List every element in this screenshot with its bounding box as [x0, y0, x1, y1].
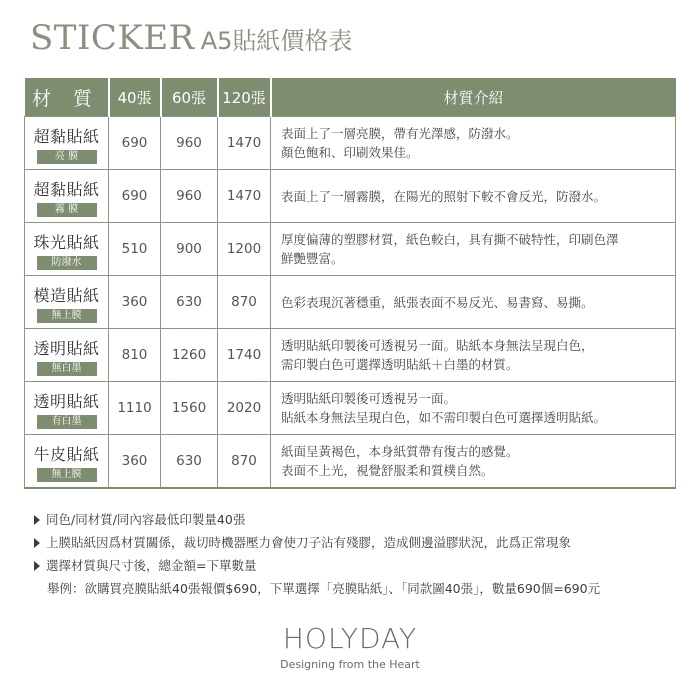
- material-badge: 無白墨: [37, 362, 97, 376]
- material-badge: 有白墨: [37, 415, 97, 429]
- triangle-bullet-icon: [34, 561, 40, 571]
- price-60: 630: [161, 435, 218, 489]
- table-row: [25, 223, 676, 276]
- price-40: 1110: [109, 382, 161, 435]
- description-line-1: 厚度偏薄的塑膠材質，紙色較白，具有撕不破特性，印刷色澤: [281, 232, 619, 247]
- table-row: [25, 117, 676, 170]
- price-120: 1470: [218, 170, 271, 223]
- material-name: 透明貼紙: [33, 339, 100, 358]
- header-description: 材質介紹: [271, 78, 676, 117]
- note-item: [34, 508, 674, 531]
- table-row: [25, 170, 676, 223]
- material-cell: [25, 382, 109, 435]
- price-40: 360: [109, 276, 161, 329]
- description-line-1: 透明貼紙印製後可透視另一面。: [281, 391, 457, 406]
- brand-logo: [0, 624, 700, 671]
- table-row: [25, 435, 676, 489]
- description-line-2: 顏色飽和、印刷效果佳。: [281, 145, 419, 160]
- note-item: [34, 531, 674, 554]
- material-name: 珠光貼紙: [33, 233, 100, 252]
- price-120: 2020: [218, 382, 271, 435]
- header-120: 120張: [218, 78, 271, 117]
- material-cell: [25, 117, 109, 170]
- example-text: 舉例：欲購買亮膜貼紙40張報價$690，下單選擇「亮膜貼紙」、「同款圖40張」，數量690個=690元: [47, 581, 601, 596]
- material-description: [271, 276, 676, 329]
- price-60: 960: [161, 170, 218, 223]
- price-40: 360: [109, 435, 161, 489]
- material-name: 透明貼紙: [33, 392, 100, 411]
- triangle-bullet-icon: [34, 515, 40, 525]
- brand-tagline: Designing from the Heart: [280, 658, 420, 671]
- price-40: 690: [109, 117, 161, 170]
- description-line-2: 鮮艷豐富。: [281, 251, 344, 266]
- description-line-1: 表面上了一層亮膜，帶有光澤感，防潑水。: [281, 126, 519, 141]
- price-120: 1200: [218, 223, 271, 276]
- note-text: 上膜貼紙因爲材質關係，裁切時機器壓力會使刀子沾有殘膠，造成側邊溢膠狀況，此爲正常現象: [46, 535, 572, 550]
- note-item: [34, 554, 674, 577]
- description-line-2: 表面不上光，視覺舒服柔和質樸自然。: [281, 463, 494, 478]
- table-row: [25, 382, 676, 435]
- header-40: 40張: [109, 78, 161, 117]
- price-40: 810: [109, 329, 161, 382]
- header-row: [25, 78, 676, 117]
- material-cell: [25, 329, 109, 382]
- price-40: 690: [109, 170, 161, 223]
- material-cell: [25, 223, 109, 276]
- material-description: [271, 382, 676, 435]
- material-name: 超黏貼紙: [33, 180, 100, 199]
- title-english: STICKER: [30, 18, 195, 58]
- material-badge: 霧 膜: [37, 203, 97, 217]
- description-line-1: 紙面呈黃褐色，本身紙質帶有復古的感覺。: [281, 444, 519, 459]
- price-60: 1260: [161, 329, 218, 382]
- price-120: 870: [218, 435, 271, 489]
- material-badge: 無上膜: [37, 468, 97, 482]
- header-60: 60張: [161, 78, 218, 117]
- material-name: 超黏貼紙: [33, 127, 100, 146]
- price-120: 1740: [218, 329, 271, 382]
- table-row: [25, 329, 676, 382]
- material-name: 模造貼紙: [33, 286, 100, 305]
- description-line-1: 透明貼紙印製後可透視另一面。貼紙本身無法呈現白色，: [281, 338, 594, 353]
- title-chinese: A5貼紙價格表: [200, 27, 353, 55]
- material-description: [271, 170, 676, 223]
- price-60: 1560: [161, 382, 218, 435]
- notes-section: [34, 508, 674, 600]
- material-name: 牛皮貼紙: [33, 445, 100, 464]
- material-badge: 亮 膜: [37, 150, 97, 164]
- table-row: [25, 276, 676, 329]
- material-cell: [25, 435, 109, 489]
- header-material: 材 質: [25, 78, 109, 117]
- description-line-2: 需印製白色可選擇透明貼紙＋白墨的材質。: [281, 357, 519, 372]
- price-60: 960: [161, 117, 218, 170]
- material-cell: [25, 170, 109, 223]
- note-text: 選擇材質與尺寸後，總金額=下單數量: [46, 558, 257, 573]
- price-120: 870: [218, 276, 271, 329]
- note-text: 同色/同材質/同內容最低印製量40張: [46, 512, 246, 527]
- description-line-1: 色彩表現沉著穩重，紙張表面不易反光、易書寫、易撕。: [281, 294, 594, 310]
- price-40: 510: [109, 223, 161, 276]
- brand-name: HOLYDAY: [282, 622, 418, 655]
- price-60: 900: [161, 223, 218, 276]
- material-badge: 防潑水: [37, 256, 97, 270]
- example-note: [34, 577, 674, 600]
- material-cell: [25, 276, 109, 329]
- material-description: [271, 329, 676, 382]
- material-badge: 無上膜: [37, 309, 97, 323]
- price-table: [24, 78, 676, 489]
- price-60: 630: [161, 276, 218, 329]
- material-description: [271, 435, 676, 489]
- price-120: 1470: [218, 117, 271, 170]
- triangle-bullet-icon: [34, 538, 40, 548]
- description-line-1: 表面上了一層霧膜，在陽光的照射下較不會反光，防潑水。: [281, 188, 607, 204]
- description-line-2: 貼紙本身無法呈現白色，如不需印製白色可選擇透明貼紙。: [281, 410, 607, 425]
- page-title: [30, 18, 352, 66]
- material-description: [271, 117, 676, 170]
- material-description: [271, 223, 676, 276]
